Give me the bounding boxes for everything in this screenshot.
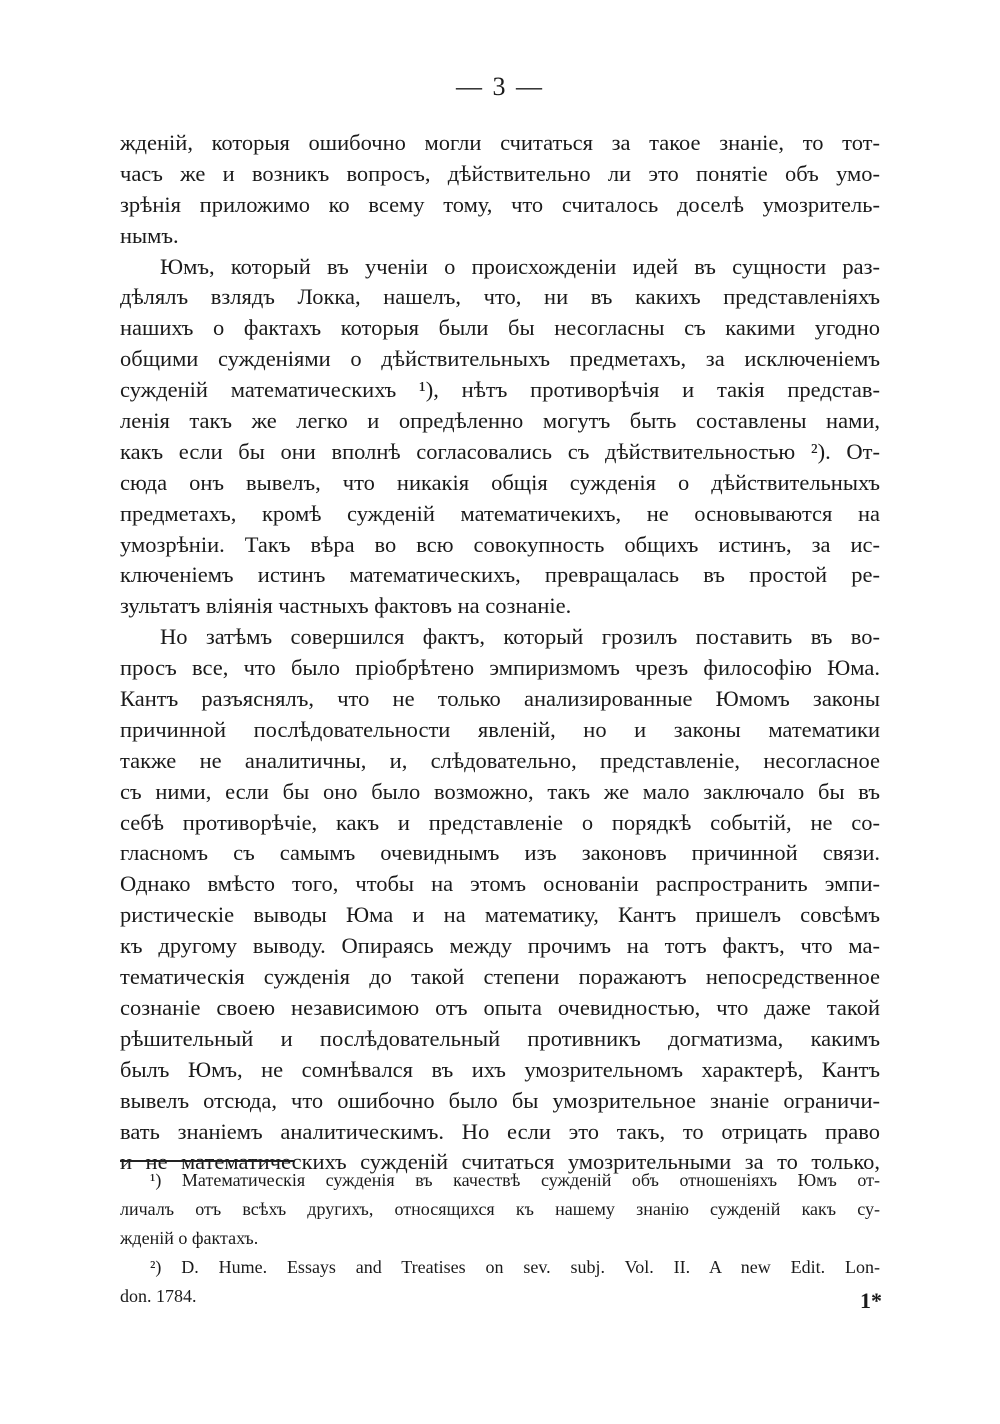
footnote-2-line: don. 1784. [120, 1286, 197, 1306]
text-line: причинной послѣдовательности явленій, но и законы математики [120, 716, 880, 742]
text-line: нымъ. [120, 222, 179, 248]
page-number-header: — 3 — [456, 72, 544, 101]
text-line: Однако вмѣсто того, чтобы на этомъ основаніи распространить эмпи- [120, 871, 880, 897]
text-line: къ другому выводу. Опираясь между прочимъ на тотъ фактъ, что ма- [120, 933, 880, 959]
text-line: умозрѣніи. Такъ вѣра во всю совокупность общихъ истинъ, за ис- [120, 531, 880, 557]
text-line: жденій, которыя ошибочно могли считаться за такое знаніе, то тот- [120, 130, 880, 155]
printer-signature-mark: 1* [860, 1288, 882, 1313]
text-line: ключеніемъ истинъ математическихъ, превращалась въ простой ре- [120, 562, 880, 588]
text-line: себѣ противорѣчіе, какъ и представленіе о порядкѣ событій, не со- [120, 809, 880, 835]
text-line: сюда онъ вывелъ, что никакія общія сужденія о дѣйствительныхъ [120, 469, 880, 495]
text-line: также не аналитичны, и, слѣдовательно, представленіе, несогласное [120, 747, 880, 773]
text-line: сознаніе своею независимою отъ опыта очевидностью, что даже такой [120, 994, 880, 1020]
text-line: сужденій математическихъ ¹), нѣтъ противорѣчія и такія представ- [120, 377, 880, 403]
footnote-1-line: личалъ отъ всѣхъ другихъ, относящихся къ нашему знанію сужденій какъ су- [120, 1199, 880, 1219]
text-line: просъ все, что было пріобрѣтено эмпиризмомъ чрезъ философію Юма. [120, 655, 880, 681]
text-line: и не математическихъ сужденій считаться умозрительными за то только, [120, 1149, 880, 1175]
body-text [120, 128, 880, 1178]
text-line: рѣшительный и послѣдовательный противникъ догматизма, какимъ [120, 1025, 880, 1051]
text-line: общими сужденіями о дѣйствительныхъ предметахъ, за исключеніемъ [120, 346, 880, 372]
text-line: съ ними, если бы оно было возможно, такъ же мало заключало бы въ [120, 778, 880, 804]
text-line: зрѣнія приложимо ко всему тому, что считалось доселѣ умозритель- [120, 191, 880, 217]
text-line: вывелъ отсюда, что ошибочно было бы умозрительное знаніе ограничи- [120, 1087, 880, 1113]
paragraph-first-line: Юмъ, который въ ученіи о происхожденіи идей въ сущности раз- [160, 253, 880, 279]
text-line: былъ Юмъ, не сомнѣвался въ ихъ умозрительномъ характерѣ, Кантъ [120, 1056, 880, 1082]
text-line: ристическіе выводы Юма и на математику, Кантъ пришелъ совсѣмъ [120, 902, 880, 928]
footnote-1-line: ¹) Математическія сужденія въ качествѣ сужденій объ отношеніяхъ Юмъ от- [150, 1170, 880, 1190]
footnote-divider [120, 1160, 295, 1162]
text-line: вать знаніемъ аналитическимъ. Но если это такъ, то отрицать право [120, 1118, 880, 1144]
text-line: часъ же и возникъ вопросъ, дѣйствительно ли это понятіе объ умо- [120, 160, 880, 186]
text-line: предметахъ, кромѣ сужденій математичекихъ, не основываются на [120, 500, 880, 526]
text-line: дѣлялъ взлядъ Локка, нашелъ, что, ни въ какихъ представленіяхъ [120, 284, 880, 310]
text-line: какъ если бы они вполнѣ согласовались съ дѣйствительностью ²). От- [120, 438, 880, 464]
footnote-2-line: ²) D. Hume. Essays and Treatises on sev. subj. Vol. II. A new Edit. Lon- [150, 1257, 880, 1277]
text-line: нашихъ о фактахъ которыя были бы несогласны съ какими угодно [120, 315, 880, 341]
text-line: тематическія сужденія до такой степени поражаютъ непосредственное [120, 964, 880, 990]
footnotes [120, 1166, 880, 1311]
text-line: гласномъ съ самымъ очевиднымъ изъ законовъ причинной связи. [120, 840, 880, 866]
paragraph-first-line: Но затѣмъ совершился фактъ, который грозилъ поставить въ во- [160, 624, 880, 650]
text-line: зультатъ вліянія частныхъ фактовъ на сознаніе. [120, 593, 572, 619]
footnote-1-line: жденій о фактахъ. [120, 1228, 259, 1248]
text-line: Кантъ разъяснялъ, что не только анализированные Юмомъ законы [120, 686, 880, 712]
text-line: ленія такъ же легко и опредѣленно могутъ быть составлены нами, [120, 408, 880, 434]
